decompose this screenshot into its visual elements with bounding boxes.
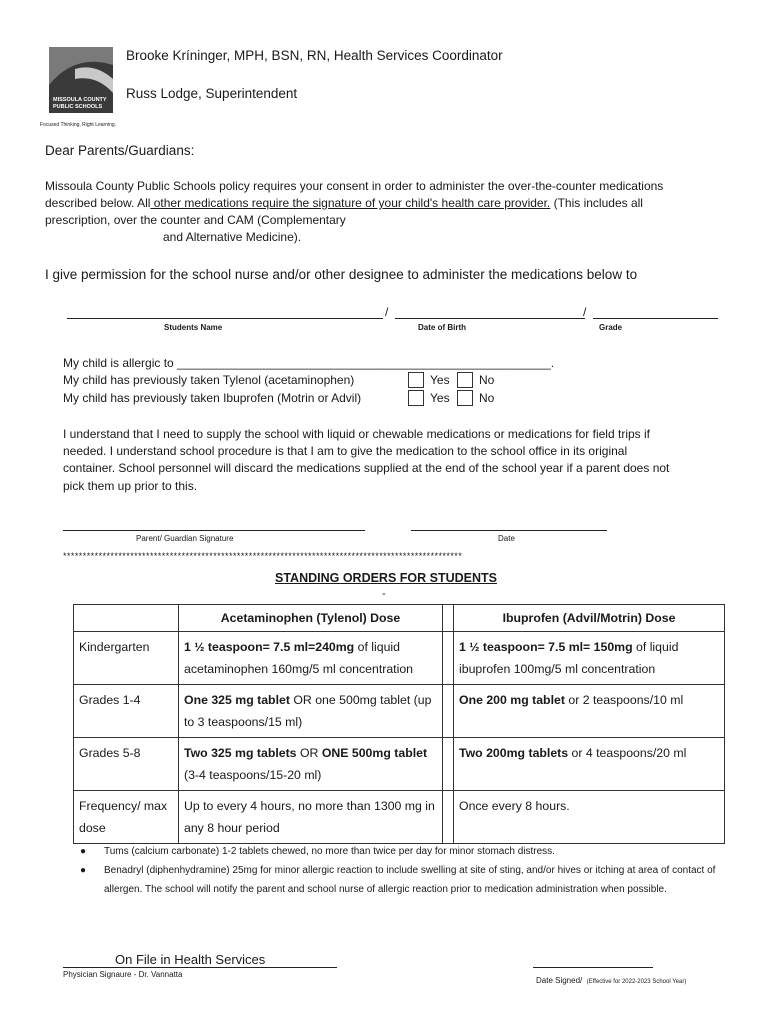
parent-date-field[interactable] xyxy=(411,530,607,531)
tylenol-no-checkbox[interactable] xyxy=(457,372,473,388)
bullet-list xyxy=(80,842,730,899)
date-signed-field[interactable] xyxy=(533,967,653,968)
date-signed-text: Date Signed/ xyxy=(536,976,583,985)
physician-signature-label: Physician Signaure - Dr. Vannatta xyxy=(63,970,183,979)
student-name-field[interactable] xyxy=(67,318,383,319)
policy-line-2-underlined: other medications require the signature of your child's health care provider. xyxy=(150,196,551,210)
logo-tagline: Focused Thinking, Right Learning. xyxy=(40,122,117,128)
student-name-label: Students Name xyxy=(164,323,223,332)
gap-cell xyxy=(443,685,454,738)
dose-bold: 1 ½ teaspoon= 7.5 ml=240mg xyxy=(184,640,355,654)
physician-signature-field[interactable] xyxy=(63,952,337,968)
date-signed-label xyxy=(536,970,686,988)
bullet-icon: ● xyxy=(80,865,87,876)
bullet-icon: ● xyxy=(80,846,87,857)
policy-line-1: Missoula County Public Schools policy requires your consent in order to administer the over-the-counter medications xyxy=(45,179,664,193)
dose-text: of liquid ibuprofen 100mg/5 ml concentration xyxy=(459,640,679,676)
dose-bold: ONE 500mg tablet xyxy=(321,746,428,760)
dose-bold: 1 ½ teaspoon= 7.5 ml= 150mg xyxy=(459,640,633,654)
row-label: Frequency/ max dose xyxy=(74,791,179,844)
tylenol-yes-label: Yes xyxy=(430,373,450,387)
parent-signature-field[interactable] xyxy=(63,530,365,531)
dose-text: or 2 teaspoons/10 ml xyxy=(564,693,684,707)
acetaminophen-dose xyxy=(179,632,443,685)
ibuprofen-question: My child has previously taken Ibuprofen (Motrin or Advil) xyxy=(63,391,362,405)
policy-line-2-pre: described below. All xyxy=(45,196,151,210)
parent-date-label: Date xyxy=(498,534,515,543)
dose-text: OR xyxy=(296,746,322,760)
field-separator-2: / xyxy=(583,305,587,319)
understand-line-4: pick them up prior to this. xyxy=(63,479,198,493)
list-item xyxy=(80,861,730,899)
standing-orders-table xyxy=(73,604,725,844)
ibuprofen-dose xyxy=(454,738,725,791)
permission-statement: I give permission for the school nurse and/or other designee to administer the medications below to xyxy=(45,267,638,282)
ibuprofen-dose xyxy=(454,685,725,738)
policy-line-4: and Alternative Medicine). xyxy=(163,230,302,244)
dose-bold: Two 200mg tablets xyxy=(459,746,569,760)
ibuprofen-header: Ibuprofen (Advil/Motrin) Dose xyxy=(454,605,725,632)
grade-field[interactable] xyxy=(593,318,718,319)
on-file-text: On File in Health Services xyxy=(115,952,266,967)
row-label: Grades 1-4 xyxy=(74,685,179,738)
gap-cell xyxy=(443,632,454,685)
header-empty-cell xyxy=(74,605,179,632)
policy-line-2-post: (This includes all xyxy=(550,196,643,210)
policy-line-2 xyxy=(45,196,643,210)
star-divider: ***************************************************************************************************** xyxy=(63,551,463,561)
logo-name: MISSOULA COUNTY xyxy=(53,97,107,103)
gap-cell xyxy=(443,605,454,632)
dose-text: (3-4 teaspoons/15-20 ml) xyxy=(184,768,322,782)
acetaminophen-frequency: Up to every 4 hours, no more than 1300 mg in any 8 hour period xyxy=(179,791,443,844)
tylenol-no-label: No xyxy=(479,373,495,387)
parent-signature-label: Parent/ Guardian Signature xyxy=(136,534,234,543)
district-logo xyxy=(40,45,117,128)
table-row xyxy=(74,685,725,738)
allergy-field[interactable]: My child is allergic to ________________________________________________________. xyxy=(63,356,555,370)
acetaminophen-dose xyxy=(179,738,443,791)
superintendent-name: Russ Lodge, Superintendent xyxy=(126,86,298,101)
ibuprofen-frequency: Once every 8 hours. xyxy=(454,791,725,844)
greeting: Dear Parents/Guardians: xyxy=(45,143,195,158)
understand-line-2: needed. I understand school procedure is that I am to give the medication to the school office in its original xyxy=(63,444,628,458)
acetaminophen-dose xyxy=(179,685,443,738)
tylenol-yes-checkbox[interactable] xyxy=(408,372,424,388)
ibuprofen-no-checkbox[interactable] xyxy=(457,390,473,406)
tylenol-question: My child has previously taken Tylenol (acetaminophen) xyxy=(63,373,355,387)
row-label: Grades 5-8 xyxy=(74,738,179,791)
dose-text: of liquid acetaminophen 160mg/5 ml concentration xyxy=(184,640,413,676)
dose-bold: Two 325 mg tablets xyxy=(184,746,297,760)
effective-text: (Effective for 2022-2023 School Year) xyxy=(586,979,687,985)
table-header-row xyxy=(74,605,725,632)
ibuprofen-yes-label: Yes xyxy=(430,391,450,405)
ibuprofen-no-label: No xyxy=(479,391,495,405)
acetaminophen-header: Acetaminophen (Tylenol) Dose xyxy=(179,605,443,632)
table-row xyxy=(74,791,725,844)
list-item xyxy=(80,842,730,861)
understand-line-1: I understand that I need to supply the school with liquid or chewable medications or medications for field trips if xyxy=(63,427,650,441)
date-of-birth-label: Date of Birth xyxy=(418,323,466,332)
gap-cell xyxy=(443,791,454,844)
field-separator-1: / xyxy=(385,305,389,319)
table-row xyxy=(74,632,725,685)
title-dash: - xyxy=(382,588,386,600)
dose-text: OR one 500mg tablet (up to 3 teaspoons/15 ml) xyxy=(184,693,432,729)
table-row xyxy=(74,738,725,791)
dose-bold: One 200 mg tablet xyxy=(459,693,565,707)
grade-label: Grade xyxy=(599,323,623,332)
policy-line-3: prescription, over the counter and CAM (Complementary xyxy=(45,213,346,227)
gap-cell xyxy=(443,738,454,791)
row-label: Kindergarten xyxy=(74,632,179,685)
bullet-text: Benadryl (diphenhydramine) 25mg for minor allergic reaction to include swelling at site of sting, and/or hives or itching at area of contact of allergen. The school will notify the parent and school nurse of allergic reaction prior to medication administration when possible. xyxy=(104,865,716,895)
standing-orders-title: STANDING ORDERS FOR STUDENTS xyxy=(275,571,497,585)
ibuprofen-dose xyxy=(454,632,725,685)
date-of-birth-field[interactable] xyxy=(395,318,585,319)
coordinator-name: Brooke Kríninger, MPH, BSN, RN, Health Services Coordinator xyxy=(126,48,503,63)
bullet-text: Tums (calcium carbonate) 1-2 tablets chewed, no more than twice per day for minor stomach distress. xyxy=(104,846,555,857)
logo-name-2: PUBLIC SCHOOLS xyxy=(53,104,103,110)
understand-line-3: container. School personnel will discard the medications supplied at the end of the school year if a parent does not xyxy=(63,461,670,475)
dose-text: or 4 teaspoons/20 ml xyxy=(568,746,687,760)
dose-bold: One 325 mg tablet xyxy=(184,693,290,707)
ibuprofen-yes-checkbox[interactable] xyxy=(408,390,424,406)
